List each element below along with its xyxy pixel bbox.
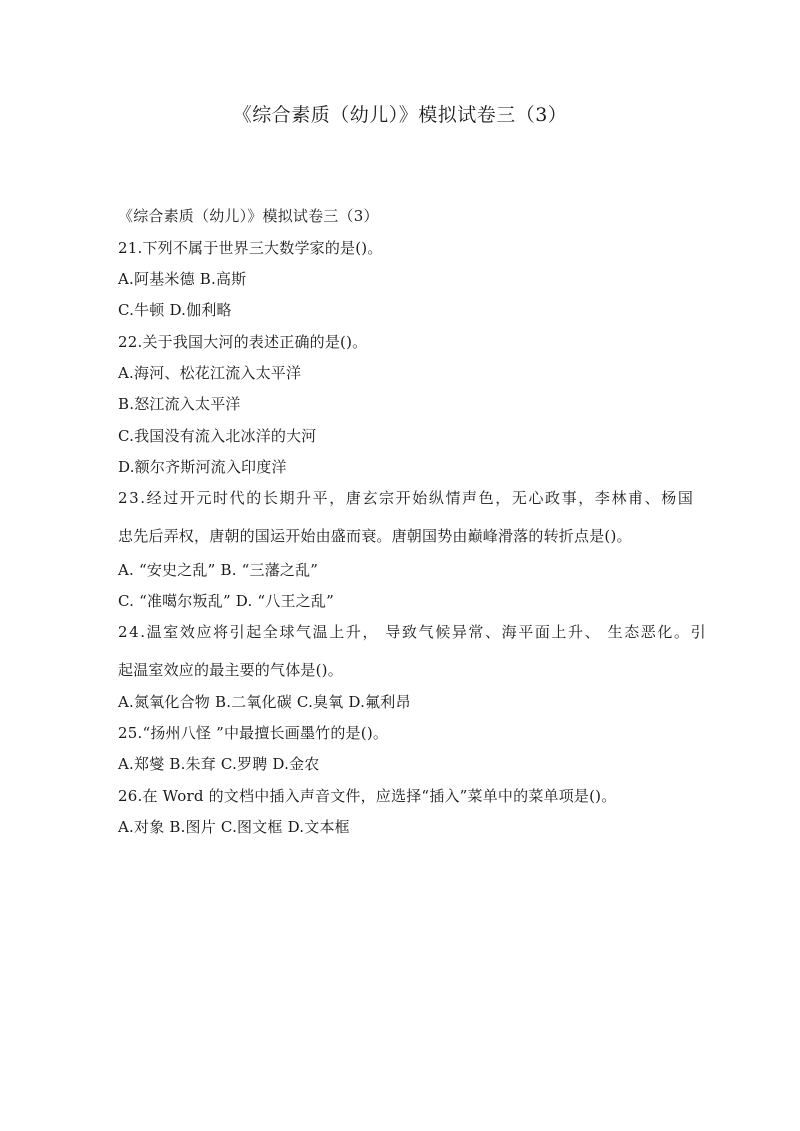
question-21: 21.下列不属于世界三大数学家的是()。	[118, 239, 383, 257]
options-24: A.氮氧化合物 B.二氧化碳 C.臭氧 D.氟利昂	[118, 693, 411, 711]
option-22-a: A.海河、松花江流入太平洋	[118, 364, 302, 382]
question-24-line-1: 24.温室效应将引起全球气温上升， 导致气候异常、海平面上升、 生态恶化。引	[118, 623, 708, 641]
options-23-ab: A. “安史之乱” B. “三藩之乱”	[118, 561, 319, 579]
question-26: 26.在 Word 的文档中插入声音文件，应选择“插入”菜单中的菜单项是()。	[118, 787, 617, 805]
options-23-cd: C. “准噶尔叛乱” D. “八王之乱”	[118, 592, 334, 610]
question-25: 25.“扬州八怪 ”中最擅长画墨竹的是()。	[118, 724, 389, 742]
option-22-d: D.额尔齐斯河流入印度洋	[118, 458, 287, 476]
question-23-line-2: 忠先后弄权，唐朝的国运开始由盛而衰。唐朝国势由巅峰滑落的转折点是()。	[118, 527, 632, 545]
options-21-ab: A.阿基米德 B.高斯	[118, 270, 247, 288]
option-22-b: B.怒江流入太平洋	[118, 395, 241, 413]
options-25: A.郑燮 B.朱耷 C.罗聘 D.金农	[118, 755, 320, 773]
question-23-line-1: 23.经过开元时代的长期升平，唐玄宗开始纵情声色，无心政事，李林甫、杨国	[118, 489, 695, 507]
options-26: A.对象 B.图片 C.图文框 D.文本框	[118, 818, 350, 836]
subtitle-line: 《综合素质（幼儿）》模拟试卷三（3）	[118, 207, 379, 225]
question-22: 22.关于我国大河的表述正确的是()。	[118, 333, 368, 351]
question-24-line-2: 起温室效应的最主要的气体是()。	[118, 661, 343, 679]
option-22-c: C.我国没有流入北冰洋的大河	[118, 427, 317, 445]
options-21-cd: C.牛顿 D.伽利略	[118, 301, 232, 319]
document-title: 《综合素质（幼儿）》模拟试卷三（3）	[232, 104, 568, 126]
